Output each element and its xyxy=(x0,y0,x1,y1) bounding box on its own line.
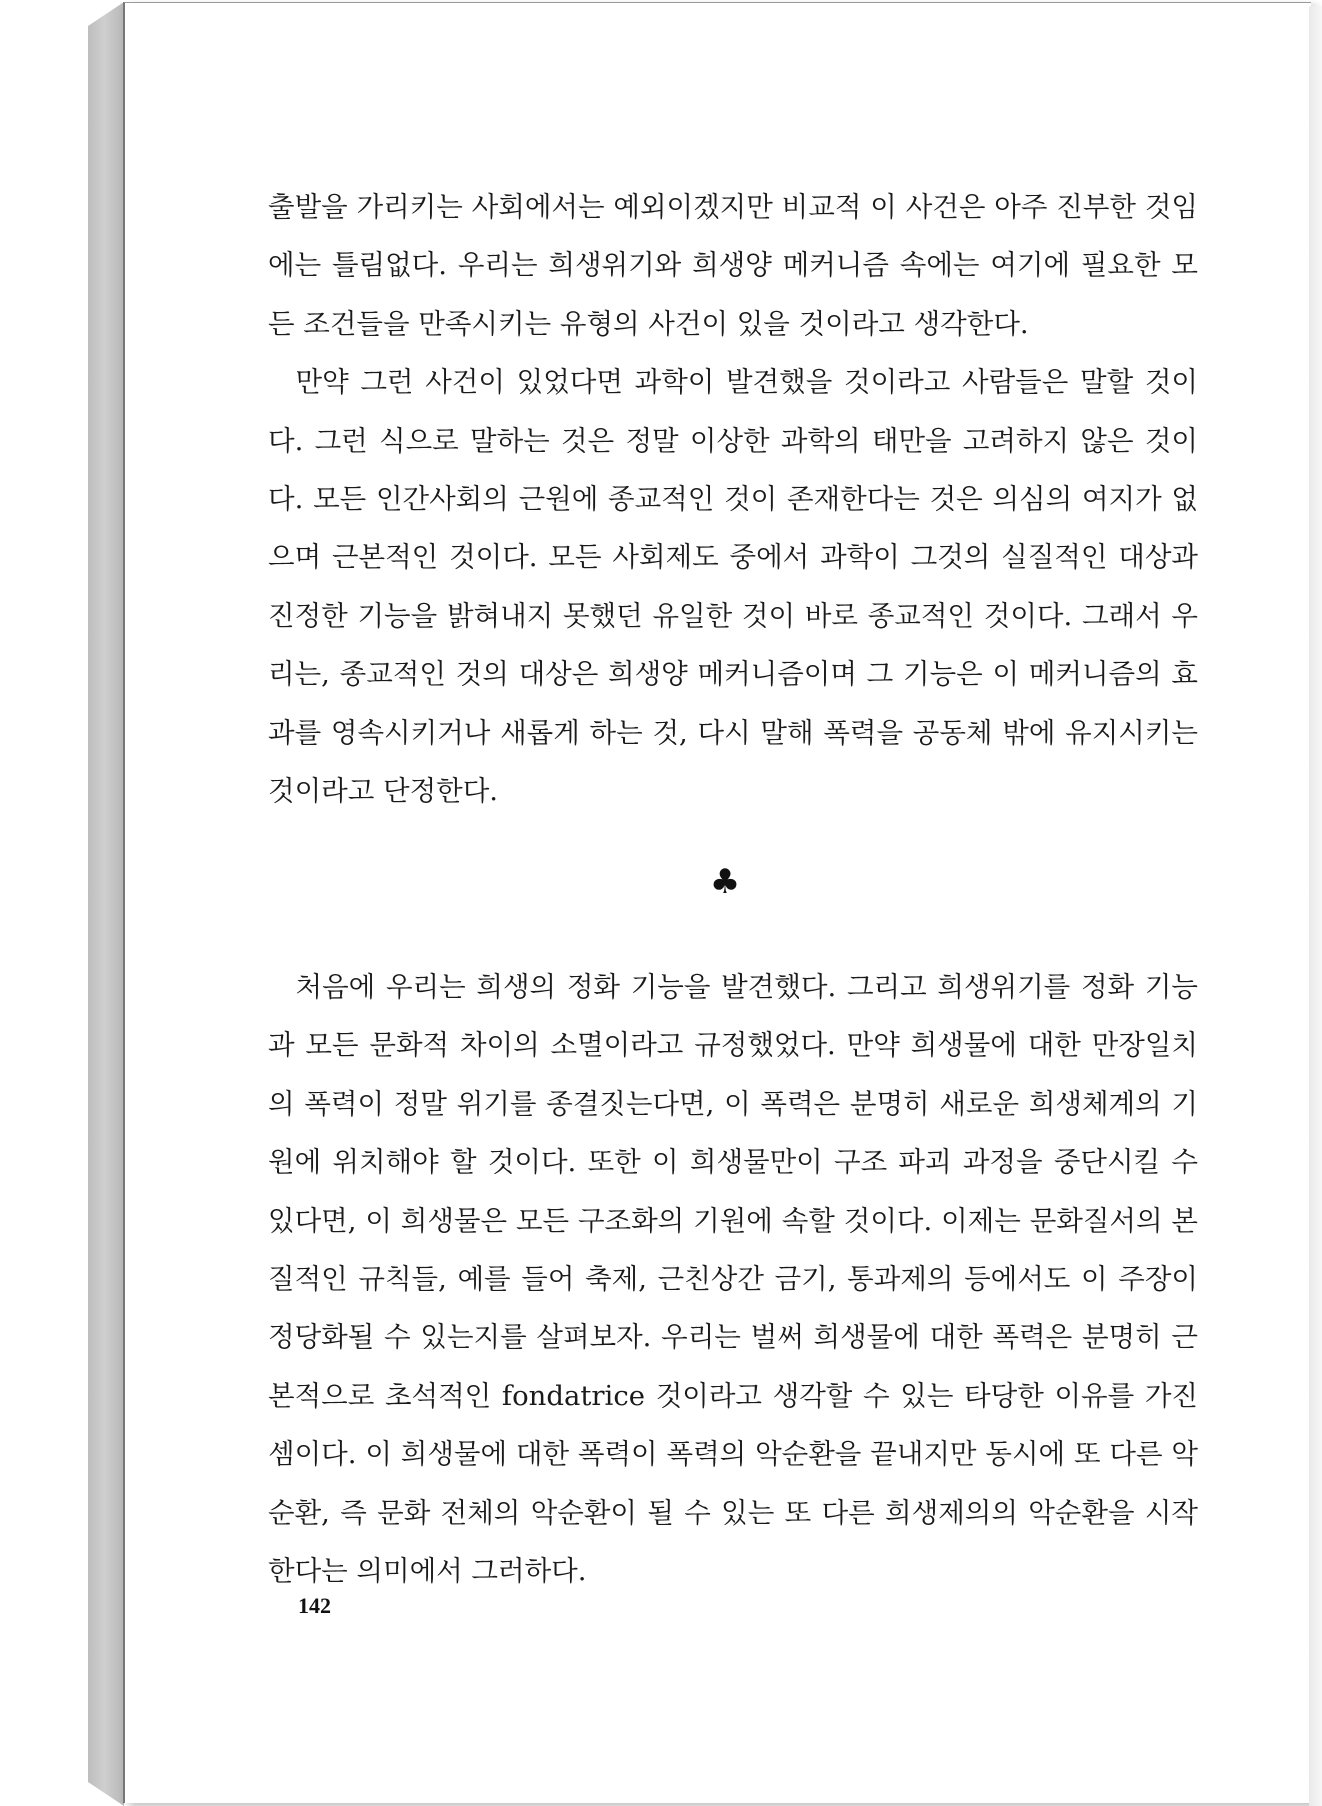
text-block-bottom xyxy=(268,958,1198,1600)
page-number: 142 xyxy=(298,1593,331,1618)
page-edge xyxy=(1309,6,1322,1806)
book-spine xyxy=(88,0,124,1806)
paragraph-3: 처음에 우리는 희생의 정화 기능을 발견했다. 그리고 희생위기를 정화 기능과 모든 문화적 차이의 소멸이라고 규정했었다. 만약 희생물에 대한 만장일치의 폭력이 정말 위기를 종결짓는다면, 이 폭력은 분명히 새로운 희생체계의 기원에 위치해야 할 것이다. 또한 이 희생물만이 구조 파괴 과정을 중단시킬 수 있다면, 이 희생물은 모든 구조화의 기원에 속할 것이다. 이제는 문화질서의 본질적인 규칙들, 예를 들어 축제, 근친상간 금기, 통과제의 등에서도 이 주장이 정당화될 수 있는지를 살펴보자. 우리는 벌써 희생물에 대한 폭력은 분명히 근본적으로 초석적인 fondatrice 것이라고 생각할 수 있는 타당한 이유를 가진 셈이다. 이 희생물에 대한 폭력이 폭력의 악순환을 끝내지만 동시에 또 다른 악순환, 즉 문화 전체의 악순환이 될 수 있는 또 다른 희생제의의 악순환을 시작한다는 의미에서 그러하다. xyxy=(268,971,1198,1588)
club-ornament-icon: ♣ xyxy=(709,862,741,902)
text-block-top xyxy=(268,178,1198,820)
paragraph-2: 만약 그런 사건이 있었다면 과학이 발견했을 것이라고 사람들은 말할 것이다. 그런 식으로 말하는 것은 정말 이상한 과학의 태만을 고려하지 않은 것이다. 모든 인간사회의 근원에 종교적인 것이 존재한다는 것은 의심의 여지가 없으며 근본적인 것이다. 모든 사회제도 중에서 과학이 그것의 실질적인 대상과 진정한 기능을 밝혀내지 못했던 유일한 것이 바로 종교적인 것이다. 그래서 우리는, 종교적인 것의 대상은 희생양 메커니즘이며 그 기능은 이 메커니즘의 효과를 영속시키거나 새롭게 하는 것, 다시 말해 폭력을 공동체 밖에 유지시키는 것이라고 단정한다. xyxy=(268,366,1198,808)
paragraph-1: 출발을 가리키는 사회에서는 예외이겠지만 비교적 이 사건은 아주 진부한 것임에는 틀림없다. 우리는 희생위기와 희생양 메커니즘 속에는 여기에 필요한 모든 조건들을 만족시키는 유형의 사건이 있을 것이라고 생각한다. xyxy=(268,191,1198,340)
